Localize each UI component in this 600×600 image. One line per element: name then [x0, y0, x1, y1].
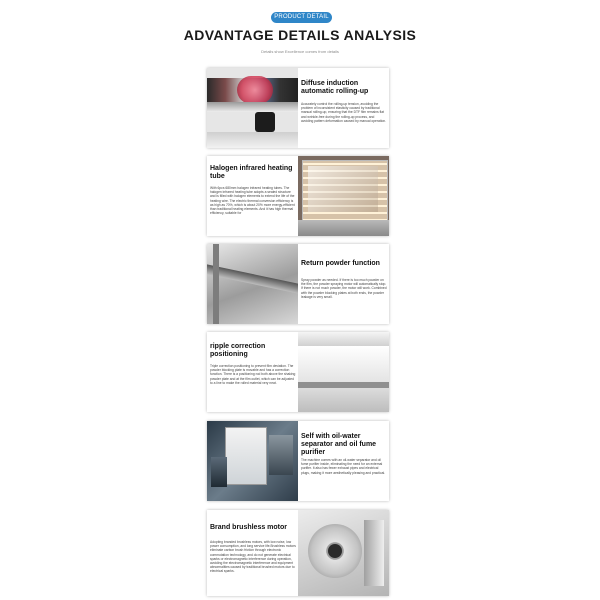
feature-description: With 6pcs 680mm halogen infrared heating tubes. The halogen infrared heating tube adopts a sealed structure and is filled with halogen elements to extend the life of the heating wire. The electric thermal conversion efficiency is as high as 70%, which is about 20% more energy-efficient than traditional heating elements. And it has high thermal efficiency, suitable for: [210, 186, 295, 216]
heating-tube-text: [210, 156, 297, 236]
feature-card-return-powder: [207, 244, 389, 324]
brushless-motor-photo: [298, 510, 389, 596]
feature-title: Return powder function: [301, 260, 380, 267]
rolling-up-photo: [207, 68, 298, 148]
feature-description: Spray powder as needed. If there is too much powder on the film, the powder spraying motor will automatically stop. If there is not much powder, the motor will work. Combined with the powder blocking plates at both ends, the powder leakage is very small.: [301, 278, 387, 299]
feature-title: Halogen infrared heating tube: [210, 165, 293, 180]
return-powder-text: [301, 244, 387, 324]
oil-water-separator-photo: [207, 421, 298, 501]
feature-title: Diffuse induction automatic rolling-up: [301, 80, 369, 95]
feature-description: Adopting branded brushless motors, with low noise, low power consumption, and long service life.Brushless motors eliminate carbon brush friction through electronic commutation technology, and do not generate electrical sparks or electromagnetic interference during operation, avoiding the electromagnetic interference and equipment abnormalities caused by traditional brushed motors due to electrical sparks.: [210, 540, 296, 574]
return-powder-photo: [207, 244, 298, 324]
oil-water-separator-text: [301, 421, 387, 501]
heating-tube-photo: [298, 156, 389, 236]
page-title: ADVANTAGE DETAILS ANALYSIS: [183, 27, 417, 43]
product-detail-badge: PRODUCT DETAIL: [271, 12, 332, 23]
page-subtitle: Details show Excellence comes from details: [261, 49, 339, 54]
feature-card-rolling-up: [207, 68, 389, 148]
feature-card-brushless-motor: [207, 510, 389, 596]
feature-card-heating-tube: [207, 156, 389, 236]
correction-positioning-text: [210, 332, 297, 412]
feature-title: ripple correction positioning: [210, 343, 266, 358]
feature-title: Brand brushless motor: [210, 524, 288, 531]
brushless-motor-text: [210, 510, 297, 596]
feature-description: The machine comes with an oil-water separator and oil fume purifier inside, eliminating the need for an external purifier. It also has fewer exhaust pipes and electrical plugs, making it more aesthetically pleasing and practical.: [301, 458, 386, 475]
feature-description: Accurately control the rolling-up tension, avoiding the problem of inconsistent elasticity caused by traditional manual rolling-up, ensuring that the DTF film remains flat and wrinkle-free during the rolling-up process, and avoiding pattern deformation caused by manual operation.: [301, 102, 387, 123]
feature-card-correction-positioning: [207, 332, 389, 412]
feature-card-oil-water-separator: [207, 421, 389, 501]
feature-description: Triple correction positioning to prevent film deviation. The powder blocking plate is movable and has a correction function. There is a positioning rod both above the shaking powder plate and at the film outlet, which can be adjusted to a line to make the rolled material very neat.: [210, 364, 296, 385]
rolling-up-text: [301, 68, 387, 148]
feature-title: Self with oil-water separator and oil fume purifier: [301, 433, 377, 456]
correction-positioning-photo: [298, 332, 389, 412]
